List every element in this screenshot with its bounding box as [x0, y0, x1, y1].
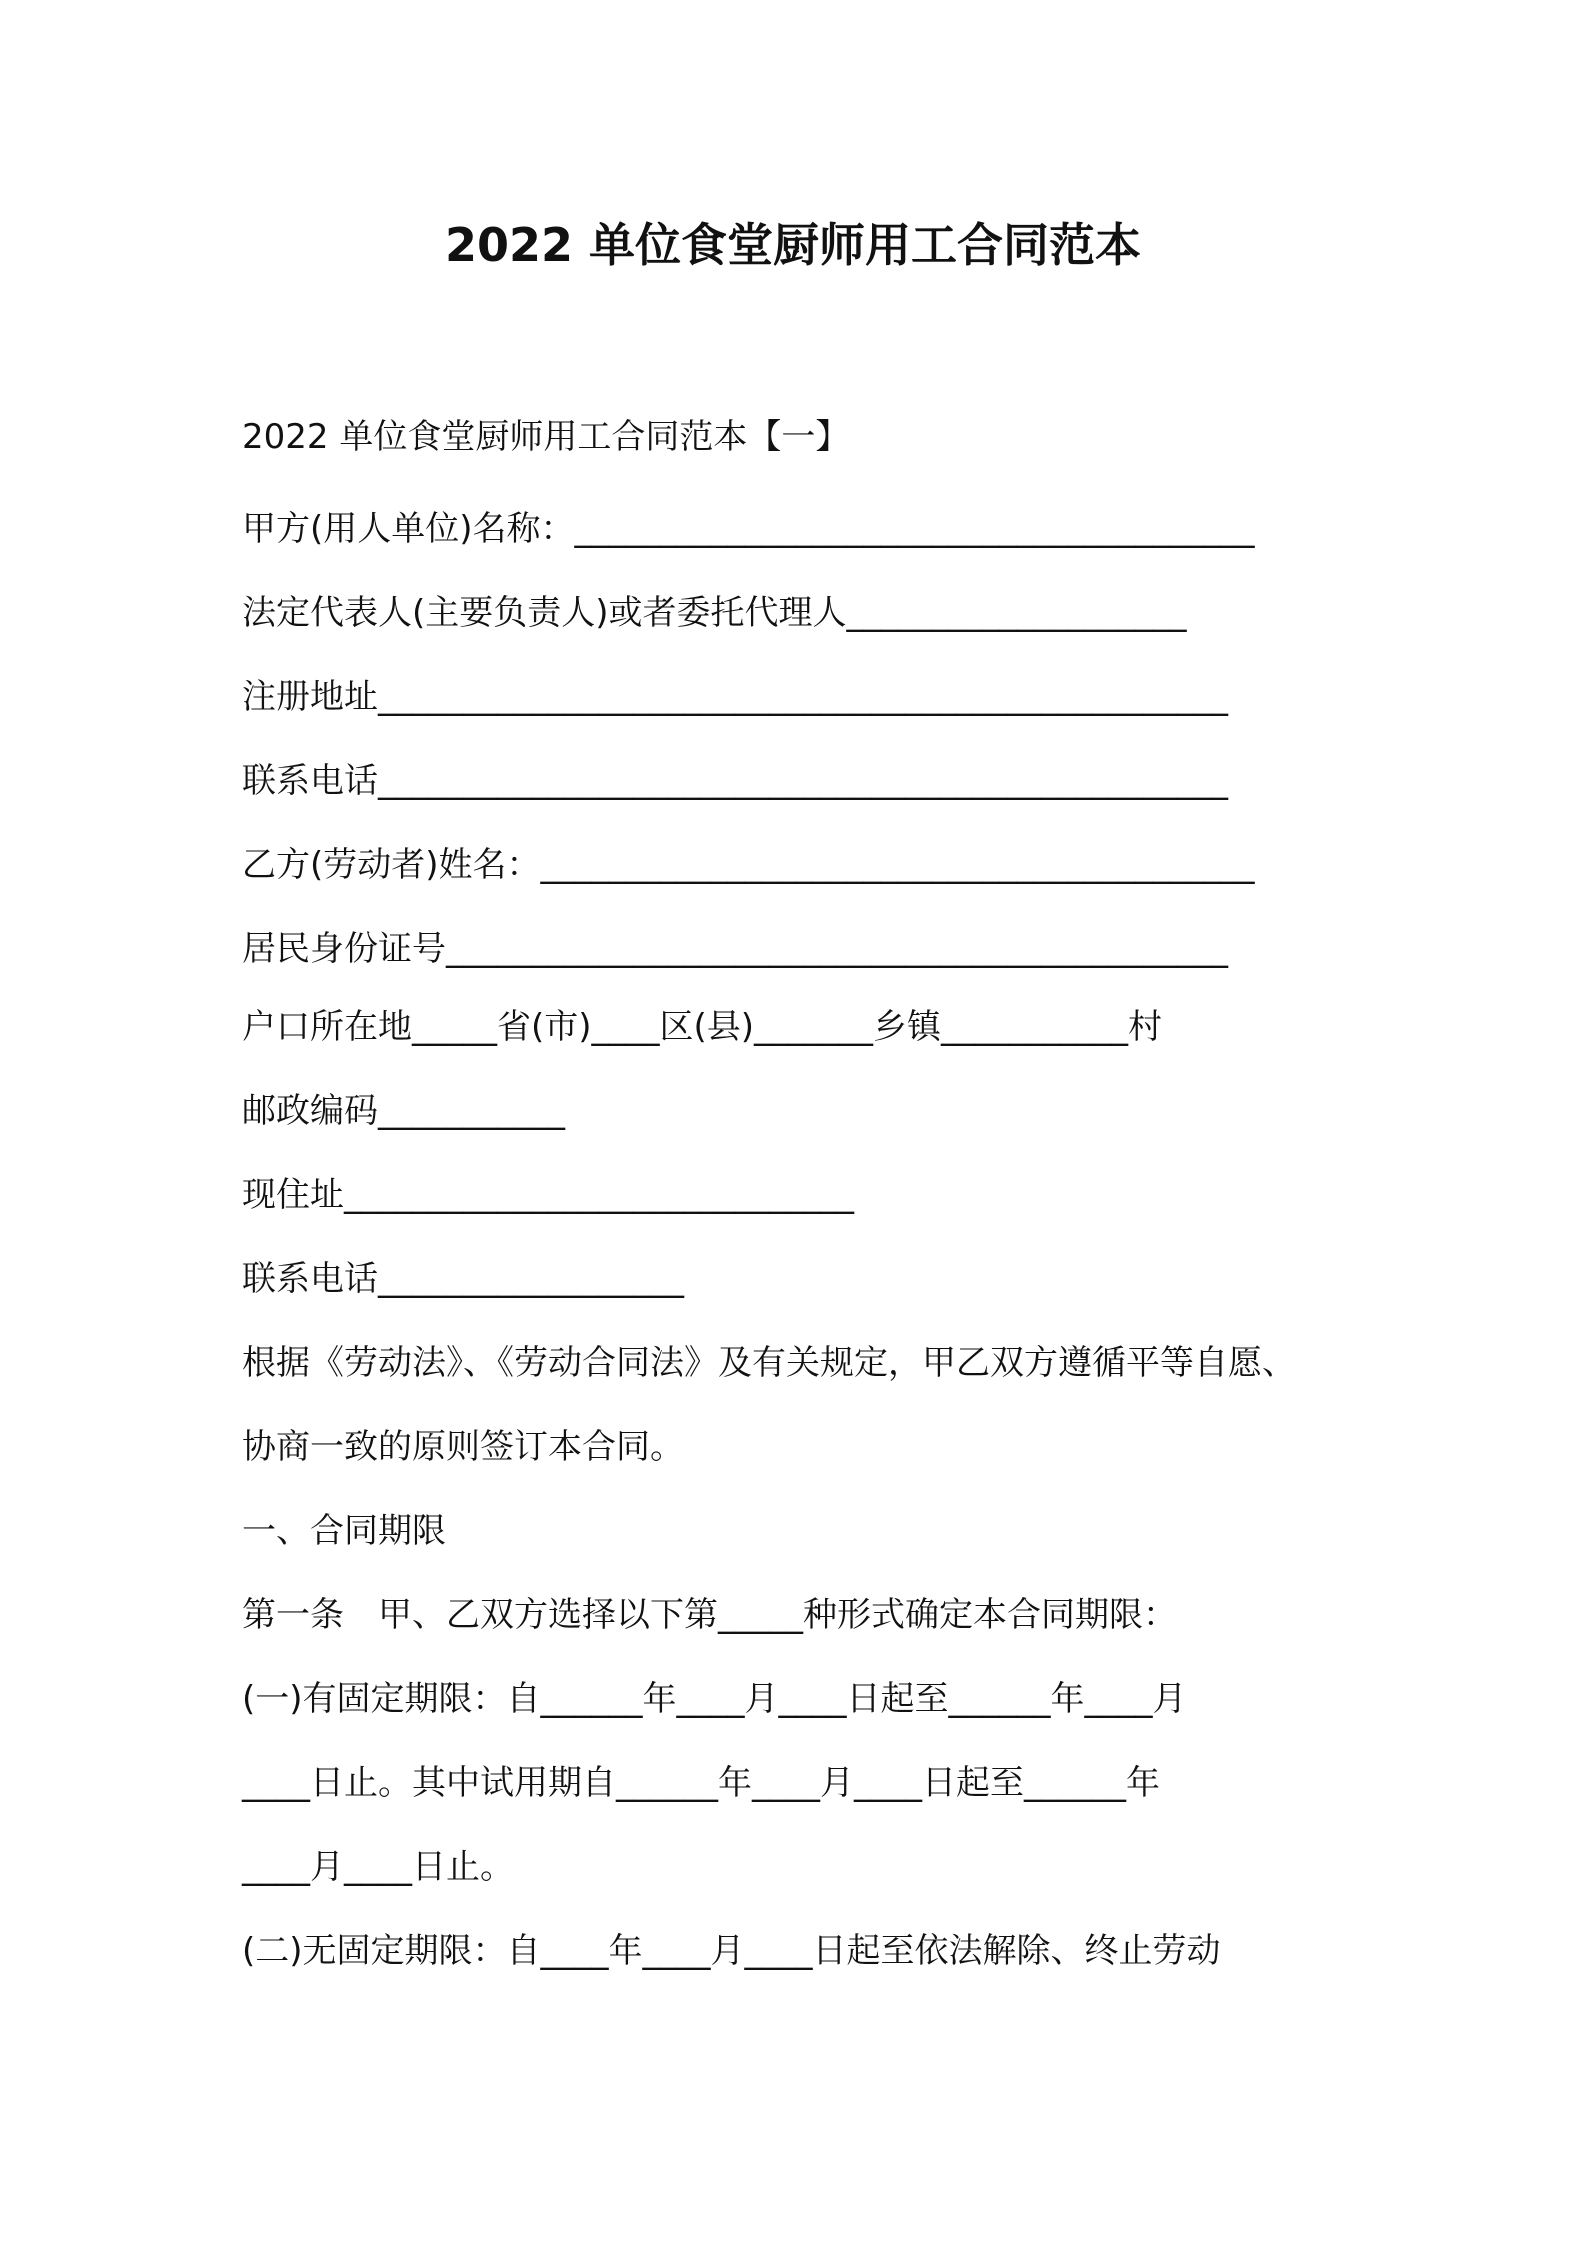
preamble-paragraph-line-1: 根据《劳动法》、《劳动合同法》及有关规定，甲乙双方遵循平等自愿、	[242, 1343, 1296, 1383]
article-one: 第一条 甲、乙双方选择以下第_____种形式确定本合同期限：	[242, 1595, 1177, 1635]
fixed-term-option-line-3: ____月____日止。	[242, 1847, 514, 1887]
household-registration-field: 户口所在地_____省(市)____区(县)_______乡镇___________村	[242, 1007, 1163, 1047]
open-term-option: (二)无固定期限：自____年____月____日起至依法解除、终止劳动	[242, 1931, 1221, 1971]
fixed-term-option-line-1: (一)有固定期限：自______年____月____日起至______年____月	[242, 1679, 1187, 1719]
preamble-paragraph-line-2: 协商一致的原则签订本合同。	[242, 1427, 684, 1467]
party-b-phone-field: 联系电话__________________	[242, 1259, 684, 1299]
party-b-name-field: 乙方(劳动者)姓名：__________________________________________	[242, 845, 1255, 885]
section-heading-one: 2022 单位食堂厨师用工合同范本【一】	[242, 417, 850, 457]
document-title: 2022 单位食堂厨师用工合同范本	[444, 218, 1142, 272]
section-heading-contract-term: 一、合同期限	[242, 1511, 446, 1551]
legal-representative-field: 法定代表人(主要负责人)或者委托代理人____________________	[242, 593, 1187, 633]
current-address-field: 现住址______________________________	[242, 1175, 854, 1215]
party-a-phone-field: 联系电话__________________________________________________	[242, 761, 1228, 801]
registered-address-field: 注册地址__________________________________________________	[242, 677, 1228, 717]
postal-code-field: 邮政编码___________	[242, 1091, 565, 1131]
fixed-term-option-line-2: ____日止。其中试用期自______年____月____日起至______年	[242, 1763, 1160, 1803]
id-number-field: 居民身份证号______________________________________________	[242, 929, 1228, 969]
party-a-name-field: 甲方(用人单位)名称：________________________________________	[242, 509, 1255, 549]
